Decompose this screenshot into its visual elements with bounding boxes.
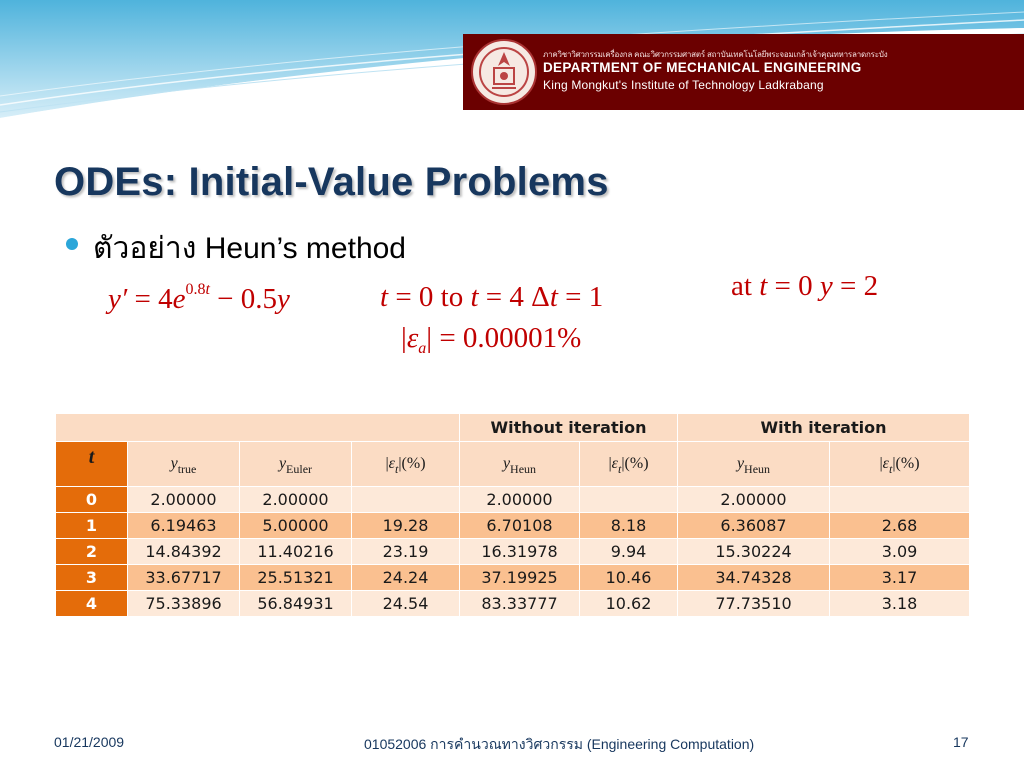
cell-error-iter — [830, 487, 970, 513]
bullet-text: ตัวอย่าง Heun’s method — [93, 232, 406, 265]
tolerance-equation: $|\varepsilon_a| = 0.00001\%$ — [401, 322, 582, 357]
table-row — [56, 487, 970, 513]
table-row — [56, 591, 970, 617]
results-table — [56, 414, 970, 614]
cell-yheun-iter: 34.74328 — [678, 565, 830, 591]
col-header-yheun-noiter: $y_{Heun}$ — [460, 442, 580, 487]
cell-t: 3 — [56, 565, 128, 591]
cell-yeuler: 2.00000 — [240, 487, 352, 513]
cell-error-noiter: 10.62 — [580, 591, 678, 617]
table-row — [56, 539, 970, 565]
cell-yeuler: 5.00000 — [240, 513, 352, 539]
cell-yeuler: 25.51321 — [240, 565, 352, 591]
bullet-dot-icon — [66, 238, 78, 250]
group-header-without-iteration: Without iteration — [460, 414, 678, 442]
cell-yheun-noiter: 6.70108 — [460, 513, 580, 539]
cell-yeuler: 11.40216 — [240, 539, 352, 565]
cell-yheun-noiter: 37.19925 — [460, 565, 580, 591]
table-row — [56, 565, 970, 591]
cell-yeuler: 56.84931 — [240, 591, 352, 617]
col-header-ytrue: $y_{true}$ — [128, 442, 240, 487]
cell-ytrue: 2.00000 — [128, 487, 240, 513]
banner-department: DEPARTMENT OF MECHANICAL ENGINEERING — [543, 60, 862, 75]
cell-error-iter: 3.09 — [830, 539, 970, 565]
cell-t: 2 — [56, 539, 128, 565]
cell-t: 1 — [56, 513, 128, 539]
ode-equation: $y' = 4e^{0.8t} - 0.5y$ — [108, 281, 290, 315]
cell-error-noiter: 9.94 — [580, 539, 678, 565]
cell-error-noiter — [580, 487, 678, 513]
cell-yheun-iter: 77.73510 — [678, 591, 830, 617]
cell-yheun-noiter: 2.00000 — [460, 487, 580, 513]
table-group-header-row — [56, 414, 970, 442]
cell-yheun-iter: 15.30224 — [678, 539, 830, 565]
cell-yheun-noiter: 16.31978 — [460, 539, 580, 565]
cell-ytrue: 33.67717 — [128, 565, 240, 591]
slide-title: ODEs: Initial-Value Problems — [54, 160, 609, 204]
cell-error-true: 24.54 — [352, 591, 460, 617]
cell-t: 4 — [56, 591, 128, 617]
col-header-error-noiter: $|\varepsilon_t|(\%)$ — [580, 442, 678, 487]
cell-yheun-iter: 6.36087 — [678, 513, 830, 539]
cell-error-true: 23.19 — [352, 539, 460, 565]
cell-t: 0 — [56, 487, 128, 513]
cell-yheun-noiter: 83.33777 — [460, 591, 580, 617]
cell-ytrue: 14.84392 — [128, 539, 240, 565]
footer-date: 01/21/2009 — [54, 734, 125, 750]
footer-page-number: 17 — [953, 734, 969, 750]
cell-error-iter: 3.18 — [830, 591, 970, 617]
cell-error-true: 19.28 — [352, 513, 460, 539]
cell-yheun-iter: 2.00000 — [678, 487, 830, 513]
cell-error-noiter: 10.46 — [580, 565, 678, 591]
cell-ytrue: 75.33896 — [128, 591, 240, 617]
initial-condition: at t = 0 y = 2 — [731, 270, 879, 302]
cell-ytrue: 6.19463 — [128, 513, 240, 539]
table-row — [56, 513, 970, 539]
university-seal-icon — [470, 38, 538, 106]
banner-institute: King Mongkut's Institute of Technology Ladkrabang — [543, 78, 824, 92]
col-header-yeuler: $y_{Euler}$ — [240, 442, 352, 487]
footer-course: 01052006 การคำนวณทางวิศวกรรม (Engineering Computation) — [364, 736, 755, 752]
group-header-with-iteration: With iteration — [678, 414, 970, 442]
col-header-yheun-iter: $y_{Heun}$ — [678, 442, 830, 487]
cell-error-iter: 3.17 — [830, 565, 970, 591]
table-column-header-row — [56, 442, 970, 487]
cell-error-true: 24.24 — [352, 565, 460, 591]
col-header-t: t — [56, 442, 128, 487]
cell-error-iter: 2.68 — [830, 513, 970, 539]
banner-thai-line: ภาควิชาวิศวกรรมเครื่องกล คณะวิศวกรรมศาสตร์ สถาบันเทคโนโลยีพระจอมเกล้าเจ้าคุณทหารลาดกระบัง — [543, 50, 888, 59]
col-header-error-iter: $|\varepsilon_t|(\%)$ — [830, 442, 970, 487]
col-header-error-true: $|\varepsilon_t|(\%)$ — [352, 442, 460, 487]
cell-error-true — [352, 487, 460, 513]
cell-error-noiter: 8.18 — [580, 513, 678, 539]
time-range-equation: t = 0 to t = 4 Δt = 1 — [380, 281, 604, 313]
